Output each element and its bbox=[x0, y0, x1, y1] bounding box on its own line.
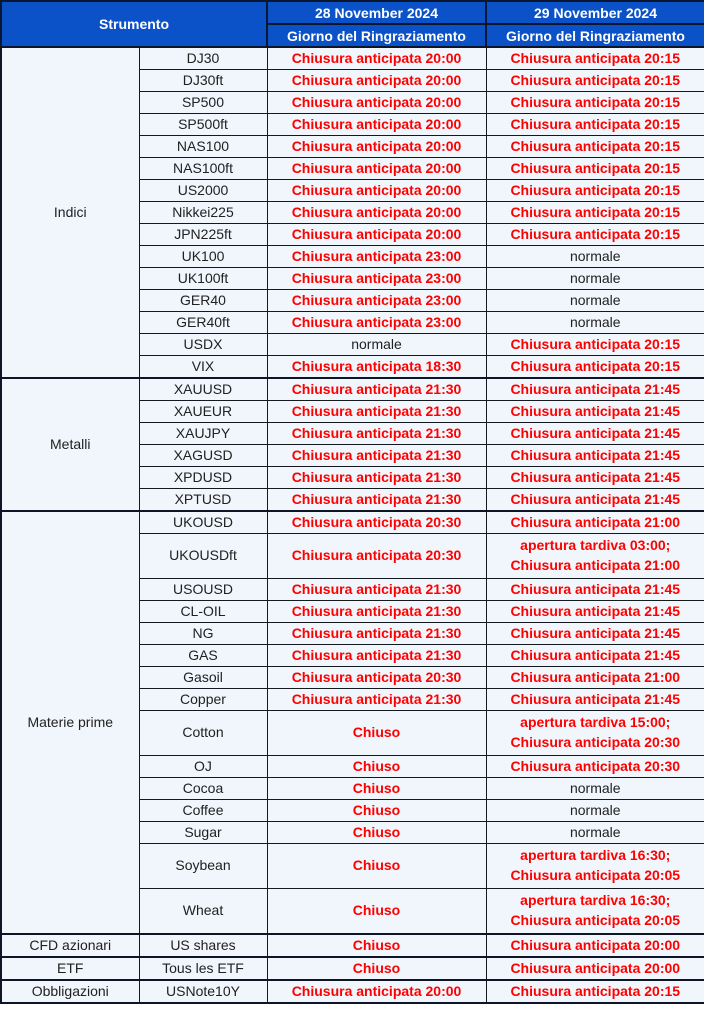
category-cell: CFD azionari bbox=[1, 934, 139, 957]
schedule-cell-28nov: Chiusura anticipata 20:00 bbox=[267, 224, 486, 246]
subheader-29nov-thanksgiving: Giorno del Ringraziamento bbox=[486, 24, 704, 47]
instrument-cell: SP500ft bbox=[139, 114, 267, 136]
instrument-cell: CL-OIL bbox=[139, 601, 267, 623]
schedule-cell-28nov: Chiusura anticipata 21:30 bbox=[267, 623, 486, 645]
schedule-cell-29nov: apertura tardiva 15:00; Chiusura anticipata 20:30 bbox=[486, 711, 704, 756]
instrument-cell: Cocoa bbox=[139, 778, 267, 800]
instrument-cell: UK100 bbox=[139, 246, 267, 268]
instrument-cell: Soybean bbox=[139, 844, 267, 889]
schedule-cell-28nov: Chiusura anticipata 18:30 bbox=[267, 356, 486, 379]
category-cell: Metalli bbox=[1, 378, 139, 511]
category-cell: ETF bbox=[1, 957, 139, 980]
instrument-cell: NG bbox=[139, 623, 267, 645]
schedule-cell-28nov: Chiuso bbox=[267, 800, 486, 822]
schedule-cell-28nov: Chiusura anticipata 20:00 bbox=[267, 136, 486, 158]
column-header-date-28nov: 28 November 2024 bbox=[267, 1, 486, 24]
schedule-cell-29nov: Chiusura anticipata 20:15 bbox=[486, 224, 704, 246]
schedule-cell-29nov: Chiusura anticipata 20:15 bbox=[486, 356, 704, 379]
schedule-cell-28nov: Chiusura anticipata 20:30 bbox=[267, 511, 486, 534]
schedule-cell-29nov: Chiusura anticipata 21:45 bbox=[486, 623, 704, 645]
schedule-cell-29nov: normale bbox=[486, 822, 704, 844]
schedule-cell-28nov: Chiusura anticipata 20:00 bbox=[267, 158, 486, 180]
schedule-cell-28nov: Chiuso bbox=[267, 889, 486, 935]
instrument-cell: GER40ft bbox=[139, 312, 267, 334]
instrument-cell: USOUSD bbox=[139, 579, 267, 601]
schedule-cell-28nov: Chiuso bbox=[267, 711, 486, 756]
schedule-cell-28nov: Chiusura anticipata 20:00 bbox=[267, 47, 486, 70]
schedule-cell-28nov: Chiusura anticipata 23:00 bbox=[267, 246, 486, 268]
schedule-cell-29nov: normale bbox=[486, 312, 704, 334]
instrument-cell: US shares bbox=[139, 934, 267, 957]
schedule-cell-28nov: Chiusura anticipata 23:00 bbox=[267, 312, 486, 334]
instrument-cell: XPDUSD bbox=[139, 467, 267, 489]
instrument-cell: GAS bbox=[139, 645, 267, 667]
schedule-cell-29nov: Chiusura anticipata 21:45 bbox=[486, 423, 704, 445]
schedule-cell-28nov: Chiusura anticipata 21:30 bbox=[267, 378, 486, 401]
instrument-cell: DJ30 bbox=[139, 47, 267, 70]
schedule-cell-28nov: Chiusura anticipata 21:30 bbox=[267, 445, 486, 467]
schedule-cell-28nov: Chiuso bbox=[267, 957, 486, 980]
schedule-cell-29nov: apertura tardiva 16:30; Chiusura anticipata 20:05 bbox=[486, 889, 704, 935]
instrument-cell: JPN225ft bbox=[139, 224, 267, 246]
instrument-cell: USNote10Y bbox=[139, 980, 267, 1003]
table-body bbox=[1, 47, 704, 1003]
schedule-cell-28nov: Chiusura anticipata 20:00 bbox=[267, 70, 486, 92]
category-cell: Obbligazioni bbox=[1, 980, 139, 1003]
subheader-28nov-thanksgiving: Giorno del Ringraziamento bbox=[267, 24, 486, 47]
schedule-cell-29nov: normale bbox=[486, 246, 704, 268]
instrument-cell: Cotton bbox=[139, 711, 267, 756]
instrument-cell: NAS100ft bbox=[139, 158, 267, 180]
instrument-cell: Gasoil bbox=[139, 667, 267, 689]
schedule-cell-28nov: Chiusura anticipata 21:30 bbox=[267, 601, 486, 623]
schedule-cell-29nov: Chiusura anticipata 20:15 bbox=[486, 180, 704, 202]
schedule-cell-29nov: apertura tardiva 16:30; Chiusura anticipata 20:05 bbox=[486, 844, 704, 889]
table-row bbox=[1, 511, 704, 534]
instrument-cell: OJ bbox=[139, 756, 267, 778]
schedule-cell-29nov: Chiusura anticipata 21:45 bbox=[486, 689, 704, 711]
schedule-cell-29nov: Chiusura anticipata 20:15 bbox=[486, 47, 704, 70]
schedule-cell-29nov: Chiusura anticipata 20:00 bbox=[486, 934, 704, 957]
instrument-cell: NAS100 bbox=[139, 136, 267, 158]
instrument-cell: UKOUSDft bbox=[139, 534, 267, 579]
schedule-cell-29nov: normale bbox=[486, 290, 704, 312]
table-row bbox=[1, 957, 704, 980]
schedule-cell-28nov: Chiusura anticipata 23:00 bbox=[267, 268, 486, 290]
schedule-cell-29nov: Chiusura anticipata 21:45 bbox=[486, 601, 704, 623]
schedule-cell-28nov: Chiusura anticipata 21:30 bbox=[267, 645, 486, 667]
schedule-cell-29nov: Chiusura anticipata 20:15 bbox=[486, 92, 704, 114]
schedule-cell-29nov: apertura tardiva 03:00; Chiusura anticipata 21:00 bbox=[486, 534, 704, 579]
instrument-cell: Wheat bbox=[139, 889, 267, 935]
schedule-cell-29nov: Chiusura anticipata 21:00 bbox=[486, 511, 704, 534]
schedule-cell-29nov: Chiusura anticipata 21:45 bbox=[486, 401, 704, 423]
instrument-cell: DJ30ft bbox=[139, 70, 267, 92]
schedule-cell-28nov: Chiusura anticipata 21:30 bbox=[267, 423, 486, 445]
instrument-cell: Coffee bbox=[139, 800, 267, 822]
instrument-cell: UK100ft bbox=[139, 268, 267, 290]
schedule-cell-28nov: Chiusura anticipata 20:30 bbox=[267, 534, 486, 579]
schedule-cell-29nov: Chiusura anticipata 20:15 bbox=[486, 202, 704, 224]
column-header-strumento: Strumento bbox=[1, 1, 267, 47]
schedule-cell-29nov: Chiusura anticipata 21:45 bbox=[486, 445, 704, 467]
table-header bbox=[1, 1, 704, 47]
schedule-cell-28nov: normale bbox=[267, 334, 486, 356]
schedule-cell-29nov: Chiusura anticipata 20:15 bbox=[486, 136, 704, 158]
instrument-cell: XAUUSD bbox=[139, 378, 267, 401]
schedule-cell-29nov: normale bbox=[486, 268, 704, 290]
schedule-cell-29nov: Chiusura anticipata 21:45 bbox=[486, 378, 704, 401]
category-cell: Indici bbox=[1, 47, 139, 378]
schedule-cell-28nov: Chiusura anticipata 20:00 bbox=[267, 114, 486, 136]
instrument-cell: GER40 bbox=[139, 290, 267, 312]
schedule-cell-29nov: normale bbox=[486, 778, 704, 800]
instrument-cell: XPTUSD bbox=[139, 489, 267, 512]
table-row bbox=[1, 934, 704, 957]
instrument-cell: VIX bbox=[139, 356, 267, 379]
schedule-cell-28nov: Chiusura anticipata 21:30 bbox=[267, 689, 486, 711]
schedule-cell-29nov: Chiusura anticipata 21:45 bbox=[486, 467, 704, 489]
instrument-cell: XAUEUR bbox=[139, 401, 267, 423]
instrument-cell: Copper bbox=[139, 689, 267, 711]
schedule-cell-28nov: Chiuso bbox=[267, 778, 486, 800]
schedule-cell-29nov: Chiusura anticipata 20:15 bbox=[486, 114, 704, 136]
schedule-cell-29nov: Chiusura anticipata 21:45 bbox=[486, 645, 704, 667]
table-row bbox=[1, 378, 704, 401]
schedule-cell-28nov: Chiuso bbox=[267, 756, 486, 778]
schedule-cell-29nov: Chiusura anticipata 20:30 bbox=[486, 756, 704, 778]
instrument-cell: XAGUSD bbox=[139, 445, 267, 467]
table-row bbox=[1, 47, 704, 70]
schedule-cell-28nov: Chiusura anticipata 21:30 bbox=[267, 489, 486, 512]
instrument-cell: UKOUSD bbox=[139, 511, 267, 534]
schedule-cell-29nov: normale bbox=[486, 800, 704, 822]
instrument-cell: Tous les ETF bbox=[139, 957, 267, 980]
schedule-cell-28nov: Chiuso bbox=[267, 934, 486, 957]
instrument-cell: US2000 bbox=[139, 180, 267, 202]
schedule-cell-28nov: Chiusura anticipata 20:00 bbox=[267, 92, 486, 114]
schedule-cell-28nov: Chiusura anticipata 20:00 bbox=[267, 980, 486, 1003]
instrument-cell: USDX bbox=[139, 334, 267, 356]
column-header-date-29nov: 29 November 2024 bbox=[486, 1, 704, 24]
schedule-cell-29nov: Chiusura anticipata 20:15 bbox=[486, 158, 704, 180]
schedule-cell-29nov: Chiusura anticipata 21:00 bbox=[486, 667, 704, 689]
schedule-cell-29nov: Chiusura anticipata 21:45 bbox=[486, 579, 704, 601]
schedule-cell-28nov: Chiuso bbox=[267, 822, 486, 844]
instrument-cell: Sugar bbox=[139, 822, 267, 844]
schedule-cell-29nov: Chiusura anticipata 20:00 bbox=[486, 957, 704, 980]
schedule-cell-28nov: Chiuso bbox=[267, 844, 486, 889]
instrument-cell: SP500 bbox=[139, 92, 267, 114]
instrument-cell: Nikkei225 bbox=[139, 202, 267, 224]
schedule-cell-28nov: Chiusura anticipata 20:00 bbox=[267, 202, 486, 224]
schedule-cell-28nov: Chiusura anticipata 21:30 bbox=[267, 467, 486, 489]
schedule-cell-28nov: Chiusura anticipata 20:00 bbox=[267, 180, 486, 202]
schedule-cell-29nov: Chiusura anticipata 20:15 bbox=[486, 980, 704, 1003]
schedule-cell-28nov: Chiusura anticipata 21:30 bbox=[267, 579, 486, 601]
schedule-cell-29nov: Chiusura anticipata 21:45 bbox=[486, 489, 704, 512]
instrument-cell: XAUJPY bbox=[139, 423, 267, 445]
schedule-cell-28nov: Chiusura anticipata 23:00 bbox=[267, 290, 486, 312]
table-row bbox=[1, 980, 704, 1003]
category-cell: Materie prime bbox=[1, 511, 139, 934]
schedule-cell-29nov: Chiusura anticipata 20:15 bbox=[486, 334, 704, 356]
schedule-cell-29nov: Chiusura anticipata 20:15 bbox=[486, 70, 704, 92]
schedule-cell-28nov: Chiusura anticipata 20:30 bbox=[267, 667, 486, 689]
schedule-cell-28nov: Chiusura anticipata 21:30 bbox=[267, 401, 486, 423]
